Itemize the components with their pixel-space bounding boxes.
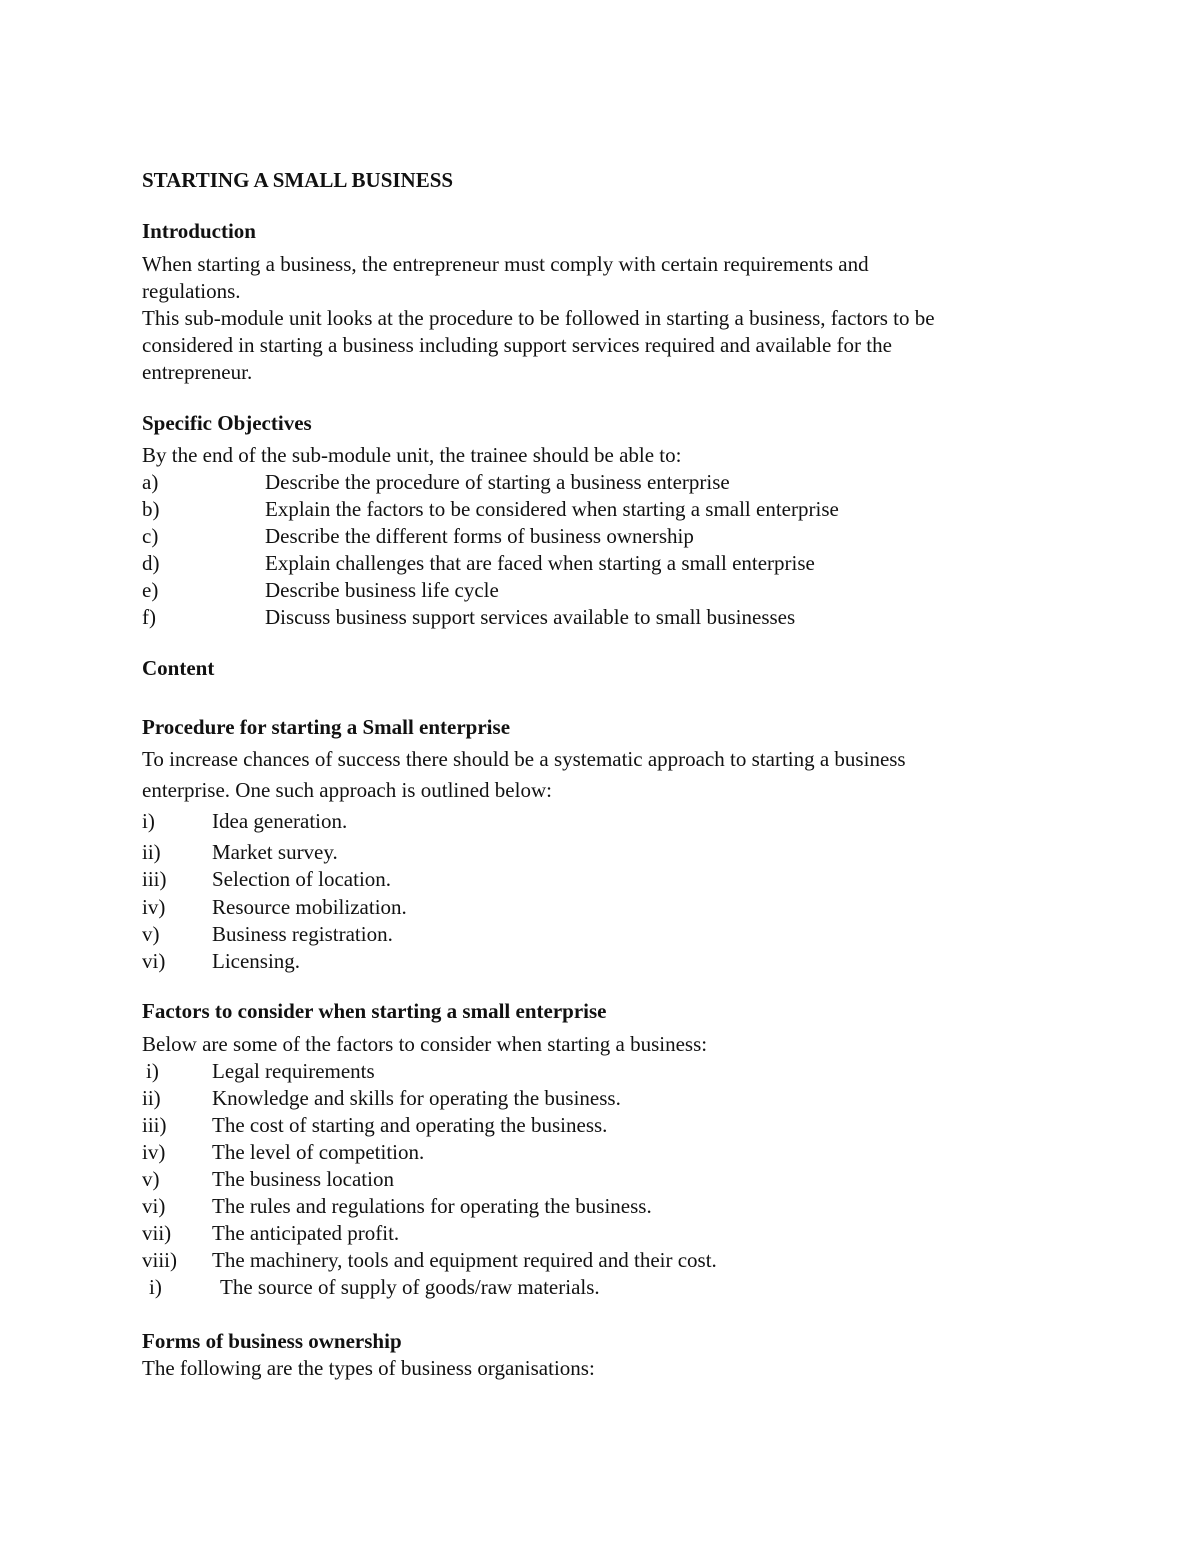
procedure-line: enterprise. One such approach is outlined below: bbox=[142, 778, 552, 802]
list-item-label: i) bbox=[142, 809, 155, 833]
list-item-label: iv) bbox=[142, 1140, 166, 1164]
list-item-label: iv) bbox=[142, 895, 166, 919]
procedure-line: To increase chances of success there should be a systematic approach to starting a business bbox=[142, 747, 906, 771]
introduction-line: regulations. bbox=[142, 279, 241, 303]
list-item-label: f) bbox=[142, 605, 156, 629]
objectives-intro: By the end of the sub-module unit, the trainee should be able to: bbox=[142, 443, 682, 467]
list-item-text: Selection of location. bbox=[212, 867, 392, 891]
procedure-heading: Procedure for starting a Small enterprise bbox=[142, 715, 511, 739]
list-item-text: Knowledge and skills for operating the business. bbox=[212, 1086, 621, 1110]
ownership-intro: The following are the types of business organisations: bbox=[142, 1356, 595, 1380]
introduction-line: This sub-module unit looks at the procedure to be followed in starting a business, factors to be bbox=[142, 306, 935, 330]
list-item-text: Resource mobilization. bbox=[212, 895, 407, 919]
objectives-heading: Specific Objectives bbox=[142, 411, 312, 435]
list-item-text: Business registration. bbox=[212, 922, 393, 946]
list-item-text: The machinery, tools and equipment required and their cost. bbox=[212, 1248, 717, 1272]
list-item-text: The anticipated profit. bbox=[212, 1221, 400, 1245]
list-item-label: e) bbox=[142, 578, 159, 602]
list-item-label: b) bbox=[142, 497, 160, 521]
list-item-label: iii) bbox=[142, 867, 167, 891]
content-heading: Content bbox=[142, 656, 215, 680]
list-item-text: The cost of starting and operating the business. bbox=[212, 1113, 608, 1137]
list-item-text: Describe the procedure of starting a business enterprise bbox=[265, 470, 730, 494]
list-item-label: c) bbox=[142, 524, 159, 548]
list-item-text: The source of supply of goods/raw materials. bbox=[220, 1275, 600, 1299]
list-item-label: ii) bbox=[142, 1086, 161, 1110]
factors-intro: Below are some of the factors to consider when starting a business: bbox=[142, 1032, 708, 1056]
list-item-text: Legal requirements bbox=[212, 1059, 375, 1083]
list-item-text: The level of competition. bbox=[212, 1140, 425, 1164]
list-item-text: The business location bbox=[212, 1167, 394, 1191]
ownership-heading: Forms of business ownership bbox=[142, 1329, 402, 1353]
list-item-label: vii) bbox=[142, 1221, 172, 1245]
list-item-text: Describe the different forms of business ownership bbox=[265, 524, 694, 548]
list-item-label: vi) bbox=[142, 1194, 166, 1218]
document-title: STARTING A SMALL BUSINESS bbox=[142, 168, 454, 192]
list-item-label: v) bbox=[142, 1167, 160, 1191]
list-item-text: Idea generation. bbox=[212, 809, 348, 833]
list-item-label: v) bbox=[142, 922, 160, 946]
list-item-text: Explain challenges that are faced when starting a small enterprise bbox=[265, 551, 815, 575]
factors-heading: Factors to consider when starting a small enterprise bbox=[142, 999, 607, 1023]
list-item-label: ii) bbox=[142, 840, 161, 864]
list-item-label: i) bbox=[149, 1275, 162, 1299]
list-item-label: a) bbox=[142, 470, 159, 494]
list-item-label: iii) bbox=[142, 1113, 167, 1137]
list-item-text: Explain the factors to be considered when starting a small enterprise bbox=[265, 497, 839, 521]
list-item-text: Discuss business support services available to small businesses bbox=[265, 605, 796, 629]
list-item-label: i) bbox=[146, 1059, 159, 1083]
introduction-heading: Introduction bbox=[142, 219, 256, 243]
introduction-line: When starting a business, the entrepreneur must comply with certain requirements and bbox=[142, 252, 869, 276]
list-item-text: The rules and regulations for operating the business. bbox=[212, 1194, 652, 1218]
introduction-line: considered in starting a business including support services required and available for the bbox=[142, 333, 892, 357]
list-item-text: Market survey. bbox=[212, 840, 338, 864]
introduction-line: entrepreneur. bbox=[142, 360, 253, 384]
list-item-text: Describe business life cycle bbox=[265, 578, 499, 602]
list-item-text: Licensing. bbox=[212, 949, 301, 973]
list-item-label: vi) bbox=[142, 949, 166, 973]
list-item-label: viii) bbox=[142, 1248, 177, 1272]
list-item-label: d) bbox=[142, 551, 160, 575]
